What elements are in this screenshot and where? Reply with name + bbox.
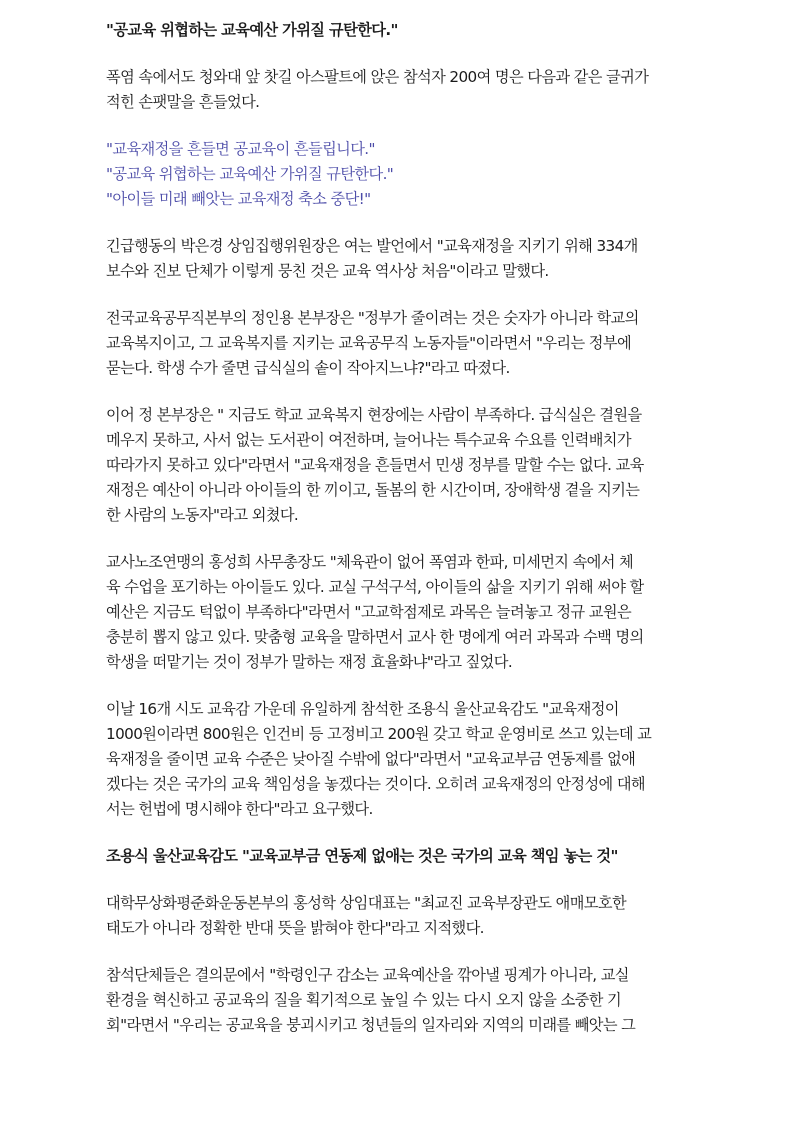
text-line: 참석단체들은 결의문에서 "학령인구 감소는 교육예산을 깎아낼 핑계가 아니라, 교실 (106, 966, 629, 984)
text-line: 이날 16개 시도 교육감 가운데 유일하게 참석한 조용식 울산교육감도 "교육재정이 (106, 700, 619, 718)
paragraph-4 (106, 403, 696, 528)
paragraph-2 (106, 234, 696, 284)
text-line: 따라가지 못하고 있다"라면서 "교육재정을 흔들면서 민생 정부를 말할 수는 없다. 교육 (106, 456, 644, 474)
article-heading: "공교육 위협하는 교육예산 가위질 규탄한다." (106, 21, 398, 39)
paragraph-5 (106, 550, 696, 675)
text-line: 한 사람의 노동자"라고 외쳤다. (106, 506, 299, 524)
text-line: 전국교육공무직본부의 정인용 본부장은 "정부가 줄이려는 것은 숫자가 아니라 학교의 (106, 309, 639, 327)
text-line: 보수와 진보 단체가 이렇게 뭉친 것은 교육 역사상 처음"이라고 말했다. (106, 262, 549, 280)
text-line: 1000원이라면 800원은 인건비 등 고정비고 200원 갖고 학교 운영비로 쓰고 있는데 교 (106, 725, 652, 743)
text-line: 적힌 손팻말을 흔들었다. (106, 93, 260, 111)
text-line: 교육복지이고, 그 교육복지를 지키는 교육공무직 노동자들"이라면서 "우리는 정부에 (106, 334, 632, 352)
quote-line: "공교육 위협하는 교육예산 가위질 규탄한다." (106, 165, 394, 183)
text-line: 예산은 지금도 턱없이 부족하다"라면서 "고교학점제로 과목은 늘려놓고 정규 교원은 (106, 603, 632, 621)
text-line: 학생을 떠맡기는 것이 정부가 말하는 재정 효율화냐"라고 짚었다. (106, 653, 513, 671)
text-line: 교사노조연맹의 홍성희 사무총장도 "체육관이 없어 폭염과 한파, 미세먼지 속에서 체 (106, 553, 634, 571)
text-line: 태도가 아니라 정확한 반대 뜻을 밝혀야 한다"라고 지적했다. (106, 919, 484, 937)
text-line: 묻는다. 학생 수가 줄면 급식실의 솥이 작아지느냐?"라고 따졌다. (106, 359, 510, 377)
text-line: 충분히 뽑지 않고 있다. 맞춤형 교육을 말하면서 교사 한 명에게 여러 과목과 수백 명의 (106, 628, 644, 646)
text-line: 이어 정 본부장은 " 지금도 학교 교육복지 현장에는 사람이 부족하다. 급식실은 결원을 (106, 406, 642, 424)
paragraph-3 (106, 306, 696, 381)
text-line: 겠다는 것은 국가의 교육 책임성을 놓겠다는 것이다. 오히려 교육재정의 안정성에 대해 (106, 775, 645, 793)
quote-line: "아이들 미래 빼앗는 교육재정 축소 중단!" (106, 190, 371, 208)
text-line: 대학무상화평준화운동본부의 홍성학 상임대표는 "최교진 교육부장관도 애매모호한 (106, 894, 627, 912)
sign-quotes (106, 137, 696, 212)
paragraph-1 (106, 65, 696, 115)
paragraph-7 (106, 891, 696, 941)
article-body (106, 18, 696, 1060)
text-line: 폭염 속에서도 청와대 앞 찻길 아스팔트에 앉은 참석자 200여 명은 다음과 같은 글귀가 (106, 68, 649, 86)
quote-line: "교육재정을 흔들면 공교육이 흔들립니다." (106, 140, 375, 158)
text-line: 육재정을 줄이면 교육 수준은 낮아질 수밖에 없다"라면서 "교육교부금 연동제를 없애 (106, 750, 636, 768)
text-line: 환경을 혁신하고 공교육의 질을 획기적으로 높일 수 있는 다시 오지 않을 소중한 기 (106, 991, 622, 1009)
paragraph-8 (106, 963, 696, 1038)
text-line: 회"라면서 "우리는 공교육을 붕괴시키고 청년들의 일자리와 지역의 미래를 빼앗는 그 (106, 1016, 636, 1034)
subheading: 조용식 울산교육감도 "교육교부금 연동제 없애는 것은 국가의 교육 책임 놓는 것" (106, 847, 618, 865)
text-line: 긴급행동의 박은경 상임집행위원장은 여는 발언에서 "교육재정을 지키기 위해 334개 (106, 237, 638, 255)
text-line: 서는 헌법에 명시해야 한다"라고 요구했다. (106, 800, 373, 818)
paragraph-6 (106, 697, 696, 822)
text-line: 메우지 못하고, 사서 없는 도서관이 여전하며, 늘어나는 특수교육 수요를 인력배치가 (106, 431, 631, 449)
text-line: 육 수업을 포기하는 아이들도 있다. 교실 구석구석, 아이들의 삶을 지키기 위해 써야 할 (106, 578, 644, 596)
text-line: 재정은 예산이 아니라 아이들의 한 끼이고, 돌봄의 한 시간이며, 장애학생 곁을 지키는 (106, 481, 640, 499)
